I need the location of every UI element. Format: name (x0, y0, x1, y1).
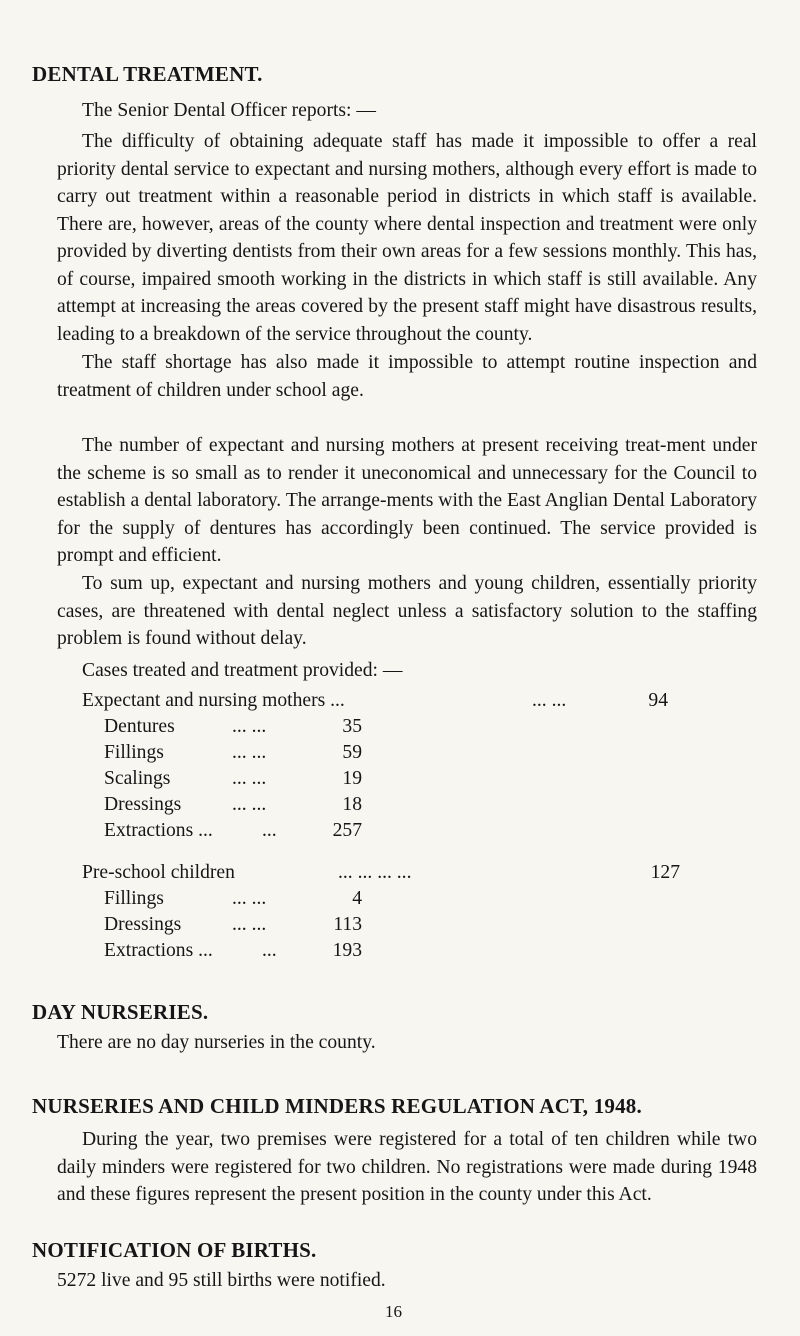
table-row (0, 914, 800, 940)
dental-paragraph-4: To sum up, expectant and nursing mothers and young children, essentially priority cases, are threatened with dental neglect unless a satisfactory solution to the staffing problem is found without delay. (57, 573, 757, 649)
group-total-row (0, 862, 800, 888)
item-value: 4 (352, 888, 362, 909)
item-label: Dressings (104, 914, 182, 935)
item-leader-dots: ... (262, 940, 277, 961)
item-label: Scalings (104, 768, 171, 789)
nurseries-act-text: During the year, two premises were registered for a total of ten children while two daily minders were registered for two children. No registrations were made during 1948 and these figures represent the present position in the county under this Act. (57, 1129, 757, 1205)
table-row (0, 794, 800, 820)
table-row (0, 940, 800, 966)
table-row (0, 820, 800, 846)
group-leader-dots: ... ... ... ... (338, 862, 412, 883)
item-label: Fillings (104, 888, 164, 909)
item-value: 35 (342, 716, 362, 737)
table-row (0, 742, 800, 768)
item-leader-dots: ... ... (232, 888, 267, 909)
day-nurseries-heading: DAY NURSERIES. (32, 1000, 209, 1024)
item-value: 59 (342, 742, 362, 763)
group-label: Pre-school children (82, 862, 235, 883)
births-text: 5272 live and 95 still births were notified. (57, 1270, 386, 1291)
item-label: Extractions ... (104, 820, 213, 841)
dental-intro: The Senior Dental Officer reports: — (82, 100, 376, 121)
group-total: 127 (650, 862, 680, 883)
item-label: Fillings (104, 742, 164, 763)
item-leader-dots: ... (262, 820, 277, 841)
group-total-row (0, 690, 800, 716)
group-total: 94 (648, 690, 668, 711)
item-leader-dots: ... ... (232, 768, 267, 789)
item-value: 18 (342, 794, 362, 815)
item-leader-dots: ... ... (232, 716, 267, 737)
item-value: 19 (342, 768, 362, 789)
table-row (0, 716, 800, 742)
dental-paragraph-1: The difficulty of obtaining adequate staff has made it impossible to offer a real priority dental service to expectant and nursing mothers, although every effort is made to carry out treatment within a reasonable period in districts in which staff is available. There are, however, areas of the county where dental inspection and treatment were only provided by diverting dentists from their own areas for a few sessions monthly. This has, of course, impaired smooth working in the districts in which staff is still available. Any attempt at increasing the areas covered by the present staff might have disastrous results, leading to a breakdown of the service throughout the county. (57, 131, 757, 345)
cases-intro: Cases treated and treatment provided: — (82, 660, 403, 681)
table-row (0, 888, 800, 914)
day-nurseries-text: There are no day nurseries in the county. (57, 1032, 376, 1053)
item-leader-dots: ... ... (232, 794, 267, 815)
item-value: 257 (332, 820, 362, 841)
item-leader-dots: ... ... (232, 742, 267, 763)
dental-paragraph-2: The staff shortage has also made it impossible to attempt routine inspection and treatment of children under school age. (57, 352, 757, 401)
table-row (0, 768, 800, 794)
dental-treatment-heading: DENTAL TREATMENT. (32, 62, 263, 86)
item-label: Extractions ... (104, 940, 213, 961)
births-heading: NOTIFICATION OF BIRTHS. (32, 1238, 317, 1262)
item-value: 193 (332, 940, 362, 961)
dental-paragraph-3: The number of expectant and nursing mothers at present receiving treat-ment under the scheme is so small as to render it uneconomical and unnecessary for the Council to establish a dental laboratory. The arrange-ments with the East Anglian Dental Laboratory for the supply of dentures has accordingly been continued. The service provided is prompt and efficient. (57, 435, 757, 566)
item-label: Dressings (104, 794, 182, 815)
page-number: 16 (385, 1302, 402, 1321)
item-label: Dentures (104, 716, 175, 737)
item-value: 113 (333, 914, 362, 935)
nurseries-act-heading: NURSERIES AND CHILD MINDERS REGULATION ACT, 1948. (32, 1094, 642, 1118)
group-label: Expectant and nursing mothers ... (82, 690, 345, 711)
group-leader-dots: ... ... (532, 690, 567, 711)
item-leader-dots: ... ... (232, 914, 267, 935)
